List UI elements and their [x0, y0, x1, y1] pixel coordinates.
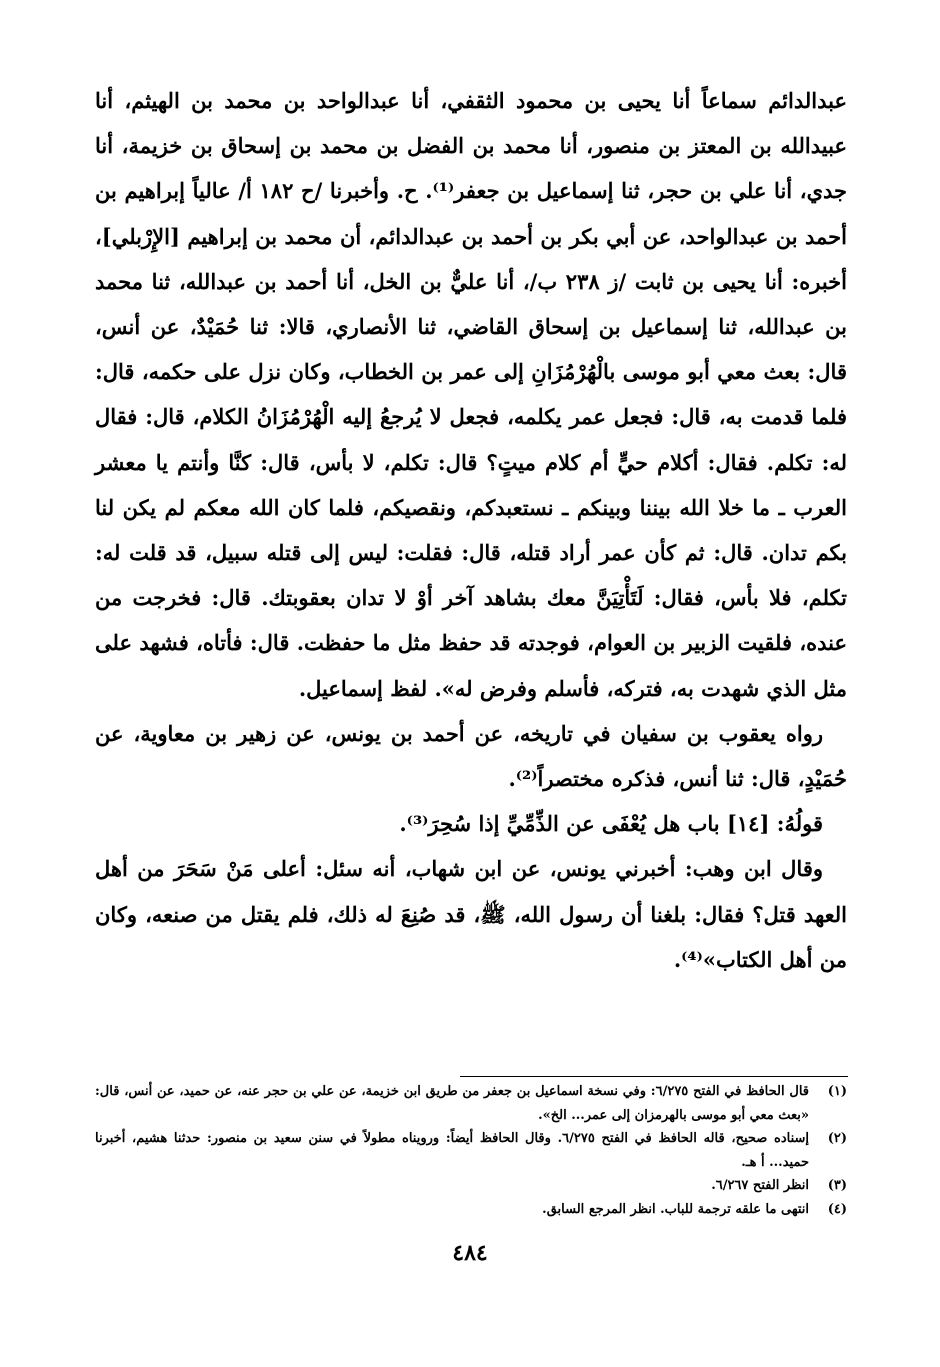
- footnote-text: انظر الفتح ٦/٢٦٧.: [711, 1178, 809, 1193]
- page-number: ٤٨٤: [452, 1240, 488, 1266]
- footnote-3: [95, 1174, 847, 1198]
- footnote-1: [95, 1080, 847, 1127]
- footnote-number: (٣): [827, 1178, 847, 1193]
- footnotes: [95, 1080, 847, 1221]
- paragraph-riwaya: رواه يعقوب بن سفيان في تاريخه، عن أحمد بن يونس، عن زهير بن معاوية، عن حُمَيْدٍ، قال: ثنا أنس، فذكره مختصراً⁽²⁾.: [95, 720, 847, 792]
- footnote-2: [95, 1127, 847, 1174]
- footnote-number: (٤): [827, 1201, 847, 1217]
- chapter-heading: قولُهُ: [١٤] باب هل يُعْفَى عن الذِّمِّيِّ إذا سُحِرَ⁽³⁾.: [399, 811, 823, 837]
- footnote-text: إسناده صحيح، قاله الحافظ في الفتح ٦/٢٧٥. وقال الحافظ أيضاً: ورويناه مطولاً في سنن سعيد بن منصور: حدثنا هشيم، أخبرنا حميد... أ هـ.: [95, 1131, 809, 1170]
- footnote-4: [95, 1198, 847, 1222]
- footnote-number: (١): [827, 1084, 847, 1099]
- paragraph-hadith: عبدالدائم سماعاً أنا يحيى بن محمود الثقفي، أنا عبدالواحد بن محمد بن الهيثم، أنا عبيدالله بن المعتز بن منصور، أنا محمد بن الفضل بن محمد بن إسحاق بن خزيمة، أنا جدي، أنا علي بن حجر، ثنا إسماعيل بن جعفر⁽¹⁾. ح. وأخبرنا /ح ١٨٢ أ/ عالياً إبراهيم بن أحمد بن عبدالواحد، عن أبي بكر بن أحمد بن عبدالدائم، أن محمد بن إبراهيم [الإِرْبلي]، أخبره: أنا يحيى بن ثابت /ز ٢٣٨ ب/، أنا عليٌّ بن الخل، أنا أحمد بن عبدالله، ثنا محمد بن عبدالله، ثنا إسماعيل بن إسحاق القاضي، ثنا الأنصاري، قالا: ثنا حُمَيْدٌ، عن أنس، قال: بعث معي أبو موسى بالْهُرْمُزَانِ إلى عمر بن الخطاب، وكان نزل على حكمه، قال: فلما قدمت به، قال: فجعل عمر يكلمه، فجعل لا يُرجعُ إليه الْهُرْمُزَانُ الكلام، قال: فقال له: تكلم. فقال: أكلام حيٍّ أم كلام ميتٍ؟ قال: تكلم، لا بأس، قال: كنَّا وأنتم يا معشر العرب ـ ما خلا الله بيننا وبينكم ـ نستعبدكم، ونقصيكم، فلما كان الله معكم لم يكن لنا بكم تدان. قال: ثم كأن عمر أراد قتله، قال: فقلت: ليس إلى قتله سبيل، قد قلت له: تكلم، فلا بأس، فقال: لَتَأْتِيَنَّ معك بشاهد آخر أوْ لا تدان بعقوبتك. قال: فخرجت من عنده، فلقيت الزبير بن العوام، فوجدته قد حفظ مثل ما حفظت. قال: فأتاه، فشهد على مثل الذي شهدت به، فتركه، فأسلم وفرض له». لفظ إسماعيل.: [95, 88, 848, 701]
- footnote-text: قال الحافظ في الفتح ٦/٢٧٥: وفي نسخة اسماعيل بن جعفر من طريق ابن خزيمة، عن علي بن حجر عنه، عن حميد، عن أنس، قال: «بعث معي أبو موسى بالهرمزان إلى عمر... الخ».: [95, 1084, 809, 1123]
- footnote-divider: [460, 1076, 848, 1077]
- footnote-number: (٢): [827, 1131, 847, 1146]
- paragraph-ibn-wahb: وقال ابن وهب: أخبرني يونس، عن ابن شهاب، أنه سئل: أعلى مَنْ سَحَرَ من أهل العهد قتل؟ فقال: بلغنا أن رسول الله، ﷺ، قد صُنِعَ له ذلك، فلم يقتل من صنعه، وكان من أهل الكتاب»⁽⁴⁾.: [95, 856, 847, 972]
- footnote-text: انتهى ما علقه ترجمة للباب. انظر المرجع السابق.: [542, 1201, 809, 1217]
- main-text: [95, 78, 847, 982]
